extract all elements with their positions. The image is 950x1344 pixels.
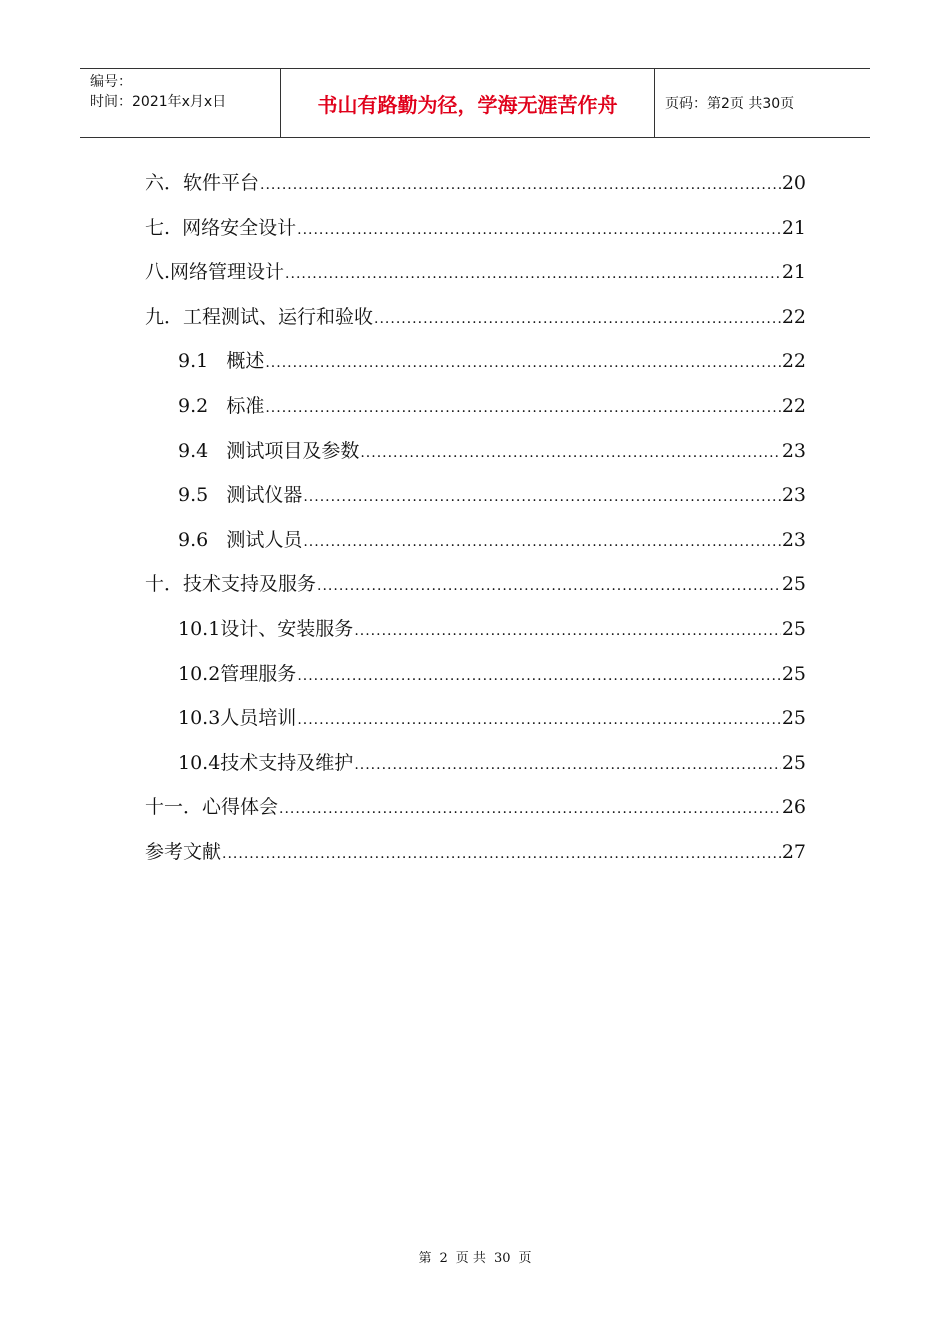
toc-entry[interactable] [145,257,806,302]
toc-entry-page: 22 [781,305,806,328]
toc-entry[interactable] [145,168,806,213]
toc-entry-title: 六．软件平台 [145,172,260,194]
toc-entry-title: 10.3人员培训 [178,707,297,730]
toc-entry-page: 21 [781,216,806,239]
toc-entry[interactable] [145,213,806,258]
toc-entry-page: 25 [781,617,806,640]
toc-entry-title: 10.1设计、安装服务 [178,617,354,640]
toc-entry-title: 十一．心得体会 [145,796,279,819]
toc-entry[interactable] [145,346,806,391]
toc-dot-leader [260,177,781,193]
toc-dot-leader [297,668,781,684]
toc-entry-title: 十．技术支持及服务 [145,573,317,596]
header-page-info: 页码：第2页 共30页 [665,96,795,112]
toc-entry-page: 23 [781,484,806,507]
toc-dot-leader [297,222,781,238]
toc-entry[interactable] [145,614,806,659]
toc-entry-title: 9.6 测试人员 [178,528,303,551]
toc-entry[interactable] [145,436,806,481]
toc-entry-title: 参考文献 [145,840,222,863]
toc-entry[interactable] [145,480,806,525]
toc-entry-page: 25 [781,573,806,596]
toc-entry-page: 27 [781,840,806,863]
toc-dot-leader [360,445,780,461]
toc-entry-page: 25 [781,662,806,685]
toc-entry-page: 23 [781,528,806,551]
toc-entry[interactable] [145,703,806,748]
toc-dot-leader [354,757,781,773]
toc-entry-title: 九．工程测试、运行和验收 [145,305,374,328]
toc-dot-leader [222,846,781,862]
toc-entry[interactable] [145,748,806,793]
toc-entry[interactable] [145,792,806,837]
toc-entry-title: 9.4 测试项目及参数 [178,439,360,462]
toc-entry-page: 22 [781,394,806,417]
toc-entry[interactable] [145,569,806,614]
toc-dot-leader [279,801,781,817]
toc-entry-title: 10.4技术支持及维护 [178,751,354,774]
toc-dot-leader [265,400,780,416]
toc-entry-title: 9.5 测试仪器 [178,484,303,507]
toc-entry[interactable] [145,659,806,704]
toc-dot-leader [265,355,780,371]
toc-entry-title: 七. 网络安全设计 [145,216,297,239]
toc-dot-leader [303,489,780,505]
toc-entry-title: 10.2管理服务 [178,662,297,685]
toc-entry-page: 21 [781,261,806,284]
toc-entry-page: 25 [781,707,806,730]
footer-current-page: 2 [439,1251,448,1266]
toc-entry-page: 26 [781,796,806,819]
toc-dot-leader [297,712,781,728]
toc-dot-leader [285,266,781,282]
toc-dot-leader [303,534,780,550]
toc-entry[interactable] [145,525,806,570]
toc-entry-title: 9.1 概述 [178,350,265,373]
toc-dot-leader [354,623,781,639]
footer-total-pages: 30 [493,1251,511,1266]
toc-entry-page: 23 [781,439,806,462]
toc-entry-page: 22 [781,350,806,373]
header-time-label: 时间：2021年x月x日 [90,94,227,110]
header-motto: 书山有路勤为径，学海无涯苦作舟 [280,69,655,137]
table-of-contents [145,168,806,882]
toc-entry-page: 25 [781,751,806,774]
header-number-label: 编号： [90,74,132,90]
footer-prefix: 第 [418,1251,432,1266]
toc-dot-leader [374,311,781,327]
toc-entry[interactable] [145,391,806,436]
toc-entry-title: 9.2 标准 [178,394,265,417]
header-meta [80,69,280,137]
toc-entry-page: 20 [781,172,806,194]
page-footer [0,1247,950,1266]
toc-entry[interactable] [145,302,806,347]
toc-entry[interactable] [145,837,806,882]
footer-suffix: 页 [518,1251,532,1266]
page-header [80,68,870,138]
toc-entry-title: 八.网络管理设计 [145,261,285,284]
toc-dot-leader [317,578,781,594]
footer-middle: 页 共 [455,1251,486,1266]
